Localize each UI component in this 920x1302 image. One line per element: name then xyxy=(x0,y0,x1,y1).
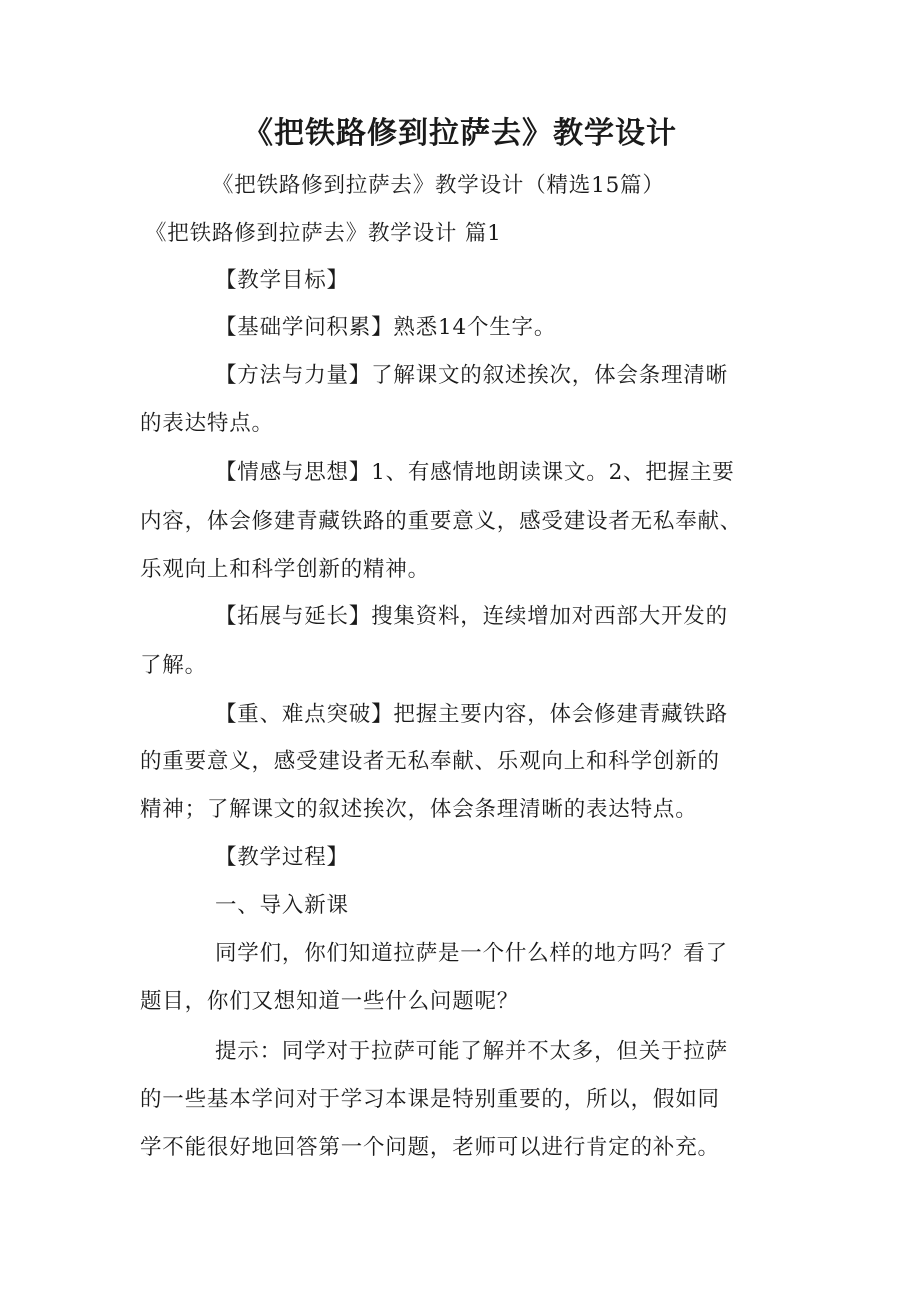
paragraph-line: 精神；了解课文的叙述挨次，体会条理清晰的表达特点。 xyxy=(140,797,698,822)
paragraph-line: 一、导入新课 xyxy=(215,893,349,918)
paragraph-line: 了解。 xyxy=(140,653,207,678)
paragraph-line: 乐观向上和科学创新的精神。 xyxy=(140,557,430,582)
paragraph-line: 【重、难点突破】把握主要内容，体会修建青藏铁路 xyxy=(215,702,728,727)
paragraph-line: 的表达特点。 xyxy=(140,411,274,436)
paragraph-line: 的重要意义，感受建设者无私奉献、乐观向上和科学创新的 xyxy=(140,749,720,774)
document-subtitle: 《把铁路修到拉萨去》教学设计（精选15篇） xyxy=(212,173,665,198)
paragraph-line: 【情感与思想】1、有感情地朗读课文。2、把握主要 xyxy=(215,460,735,485)
paragraph-line: 题目，你们又想知道一些什么问题呢？ xyxy=(140,989,520,1014)
paragraph-line: 的一些基本学问对于学习本课是特别重要的，所以，假如同 xyxy=(140,1087,720,1112)
paragraph-line: 【方法与力量】了解课文的叙述挨次，体会条理清晰 xyxy=(215,363,728,388)
paragraph-line: 学不能很好地回答第一个问题，老师可以进行肯定的补充。 xyxy=(140,1135,720,1160)
heading-teaching-process: 【教学过程】 xyxy=(215,845,349,870)
section-heading: 《把铁路修到拉萨去》教学设计 篇1 xyxy=(145,221,502,246)
paragraph-line: 【基础学问积累】熟悉14个生字。 xyxy=(215,315,557,340)
document-title: 《把铁路修到拉萨去》教学设计 xyxy=(243,116,677,151)
paragraph-line: 内容，体会修建青藏铁路的重要意义，感受建设者无私奉献、 xyxy=(140,509,743,534)
paragraph-line: 【拓展与延长】搜集资料，连续增加对西部大开发的 xyxy=(215,604,728,629)
paragraph-line: 提示：同学对于拉萨可能了解并不太多，但关于拉萨 xyxy=(215,1039,728,1064)
heading-teaching-goals: 【教学目标】 xyxy=(215,268,349,293)
paragraph-line: 同学们，你们知道拉萨是一个什么样的地方吗？看了 xyxy=(215,941,728,966)
